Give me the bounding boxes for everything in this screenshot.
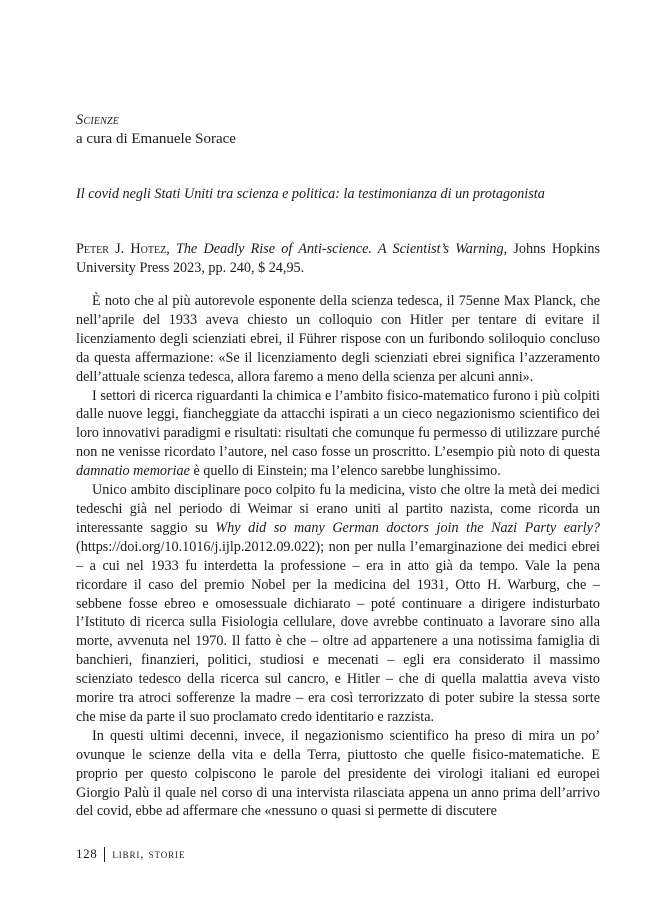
paragraph-3 [76,481,600,727]
paragraph-4: In questi ultimi decenni, invece, il negazionismo scientifico ha preso di mira un po’ ovunque le scienze della vita e della Terra, piuttosto che quelle fisico-matematiche. E proprio per questo colpiscono le parole del presidente dei virologi italiani ed europei Giorgio Palù il quale nel corso di una intervista rilasciata appena un anno prima dell’arrivo del covid, ebbe ad affermare che «nessuno o quasi si permette di discutere [76,727,600,820]
bibliographic-reference: Peter J. Hotez, The Deadly Rise of Anti-science. A Scientist’s Warning, Johns Hopkins University Press 2023, pp. 240, $ 24,95. [76,241,600,276]
review-title: Il covid negli Stati Uniti tra scienza e politica: la testimonianza di un protagonista [76,186,545,202]
section-label: Scienze [76,112,120,128]
book-author: Peter J. Hotez [76,241,167,257]
paragraph-2-italic: damnatio memoriae [76,463,190,480]
page-number: 128 [76,846,98,861]
book-publication: , Johns Hopkins University Press 2023, pp. 240, $ 24,95. [76,241,600,276]
paragraph-2-text-a: I settori di ricerca riguardanti la chimica e l’ambito fisico-matematico furono i più colpiti dalle nuove leggi, fiancheggiate da attacchi ispirati a un cieco negazionismo scientifico dei loro innovativi paradigmi e risultati: risultati che comunque fu permesso di utilizzare purché non ne venisse ricordato l’autore, nel caso fosse un proscritto. L’esempio più noto di questa [76,387,600,461]
paragraph-2-text-b: è quello di Einstein; ma l’elenco sarebbe lunghissimo. [189,463,501,480]
paragraph-1: È noto che al più autorevole esponente della scienza tedesca, il 75enne Max Planck, che nell’aprile del 1933 aveva chiesto un colloquio con Hitler per tentare di evitare il licenziamento degli scienziati ebrei, il Führer rispose con un furibondo soliloquio concluso da questa affermazione: «Se il licenziamento degli scienziati ebrei significa l’azzeramento dell’attuale scienza tedesca, allora faremo a meno della scienza per alcuni anni». [76,293,600,385]
footer-divider [104,847,105,862]
article-body [76,292,600,821]
paragraph-3-text-a: Unico ambito disciplinare poco colpito fu la medicina, visto che oltre la metà dei medici tedeschi già nel periodo di Weimar si erano uniti al partito nazista, come ricorda un interessante saggio su [76,482,600,536]
paragraph-3-italic: Why did so many German doctors join the Nazi Party early? [215,519,600,536]
running-title: libri, storie [112,846,186,861]
paragraph-3-text-b: (https://doi.org/10.1016/j.ijlp.2012.09.022); non per nulla l’emarginazione dei medici ebrei – a cui nel 1933 fu interdetta la professione – era in atto già da tempo. Vale la pena ricordare il caso del premio Nobel per la medicina del 1931, Otto H. Warburg, che – sebbene fosse ebreo e omosessuale dichiarato – poté continuare a dirigere indisturbato l’Istituto di ricerca sulla Fisiologia cellulare, dove avrebbe continuato a lavorare sino alla morte, avvenuta nel 1970. Il fatto è che – oltre ad appartenere a una notissima famiglia di banchieri, finanzieri, politici, studiosi e mecenati – egli era considerato il massimo scienziato tedesco della ricerca sul cancro, e Hitler – che di quella malattia aveva visto morire tra atroci sofferenze la madre – era così terrorizzato di poter subire la stessa sorte che mise da parte il suo proclamato credo identitario e razzista. [76,538,600,725]
section-editor: a cura di Emanuele Sorace [76,131,236,147]
book-title: The Deadly Rise of Anti-science. A Scientist’s Warning [175,241,504,257]
page-footer [76,846,185,862]
paragraph-2 [76,387,600,482]
document-page [76,0,600,917]
